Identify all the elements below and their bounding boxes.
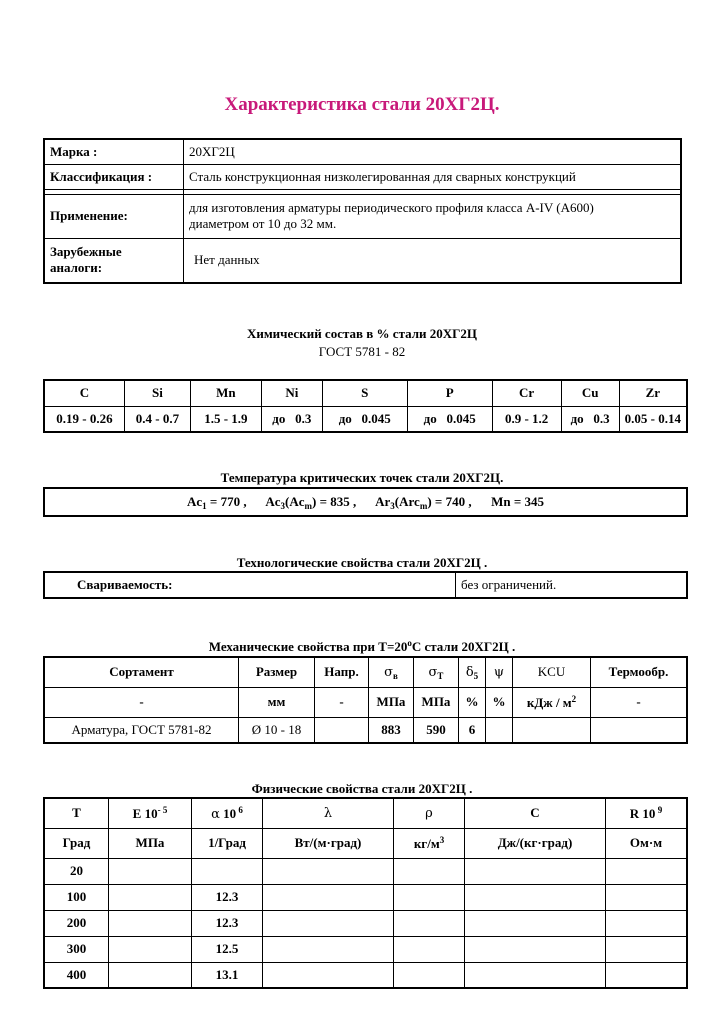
phys-header-rho: ρ (394, 798, 465, 828)
chem-value-cu: до 0.3 (561, 406, 619, 432)
phys-row-alpha: 12.3 (192, 884, 263, 910)
table-row (44, 910, 687, 936)
mech-row-sigma-t: 590 (414, 717, 459, 743)
mech-header-sigma-b: $\sigma_в$ (369, 657, 414, 687)
mech-unit-psi: % (486, 687, 513, 717)
phys-row-lambda (263, 962, 394, 988)
chem-title: Химический состав в % стали 20ХГ2Ц (246, 326, 478, 341)
phys-header-c: C (465, 798, 606, 828)
phys-row-alpha: 13.1 (192, 962, 263, 988)
chem-header-zr: Zr (619, 380, 687, 406)
phys-title: Физические свойства стали 20ХГ2Ц . (251, 781, 473, 796)
phys-row-t: 300 (44, 936, 109, 962)
phys-row-alpha (192, 858, 263, 884)
phys-row-e (109, 936, 192, 962)
mech-unit-size: мм (239, 687, 315, 717)
mech-unit-kcu-text: кДж / м (526, 694, 572, 710)
crit-points (44, 488, 687, 516)
phys-row-e (109, 884, 192, 910)
phys-row-lambda (263, 936, 394, 962)
ac1-value: = 770 , (209, 493, 247, 509)
mech-title-sup: o (407, 638, 412, 648)
mech-row-delta5: 6 (459, 717, 486, 743)
phys-unit-rho: $кг/м^3$ (394, 828, 465, 858)
crit-table (43, 487, 688, 517)
chem-value-p: до 0.045 (407, 406, 492, 432)
phys-unit-r: Ом·м (606, 828, 688, 858)
phys-row-r (606, 858, 688, 884)
phys-row-rho (394, 910, 465, 936)
phys-row-alpha: 12.5 (192, 936, 263, 962)
weldability-value: без ограничений. (456, 572, 688, 598)
phys-unit-t: Град (44, 828, 109, 858)
phys-row-rho (394, 962, 465, 988)
mech-header-sort: Сортамент (44, 657, 239, 687)
chem-header-row (44, 380, 687, 406)
mech-title (0, 638, 724, 655)
mech-unit-dir: - (315, 687, 369, 717)
phys-unit-rho-text: кг/м (413, 835, 440, 851)
phys-units-row (44, 828, 687, 858)
phys-row-c (465, 962, 606, 988)
phys-header-e: E $10^{- 5}$ (109, 798, 192, 828)
ac3-value: = 835 , (319, 493, 357, 509)
crit-title: Температура критических точек стали 20ХГ2Ц. (220, 470, 504, 485)
phys-row-e (109, 910, 192, 936)
mech-unit-sigma-t: МПа (414, 687, 459, 717)
chem-table (43, 379, 688, 433)
table-row (44, 858, 687, 884)
chem-header-cr: Cr (492, 380, 561, 406)
analogs-label-line-2: аналоги: (50, 260, 103, 276)
chem-value-ni: до 0.3 (261, 406, 322, 432)
mech-unit-sigma-b: МПа (369, 687, 414, 717)
analogs-value: Нет данных (184, 238, 682, 283)
mech-header-psi: ψ (486, 657, 513, 687)
mech-units-row (44, 687, 687, 717)
phys-row-c (465, 858, 606, 884)
grade-value: 20ХГ2Ц (184, 139, 682, 164)
phys-header-r: R 10 $^9$ (606, 798, 688, 828)
phys-header-row (44, 798, 687, 828)
phys-row-c (465, 910, 606, 936)
mech-row-dir (315, 717, 369, 743)
mech-unit-sort: - (44, 687, 239, 717)
application-label: Применение: (44, 194, 184, 238)
phys-table (43, 797, 688, 989)
ac3-label: $Ac_3(Ac_m)$ (265, 493, 317, 511)
application-line-2: диаметром от 10 до 32 мм. (189, 216, 337, 231)
classification-value: Сталь конструкционная низколегированная для сварных конструкций (184, 164, 682, 189)
mech-table (43, 656, 688, 744)
chem-value-zr: 0.05 - 0.14 (619, 406, 687, 432)
mech-row-size: Ø 10 - 18 (239, 717, 315, 743)
phys-row-r (606, 962, 688, 988)
table-row (44, 936, 687, 962)
mech-header-delta5: $\delta_5$ (459, 657, 486, 687)
phys-header-t: T (44, 798, 109, 828)
phys-row-e (109, 858, 192, 884)
phys-row-r (606, 884, 688, 910)
mech-unit-heat: - (591, 687, 688, 717)
mech-title-pre: Механические свойства при Т=20 (208, 639, 408, 654)
mech-header-heat: Термообр. (591, 657, 688, 687)
chem-value-c: 0.19 - 0.26 (44, 406, 124, 432)
phys-row-r (606, 910, 688, 936)
chem-header-mn: Mn (190, 380, 261, 406)
analogs-label (44, 238, 184, 283)
phys-row-t: 20 (44, 858, 109, 884)
application-value (184, 194, 682, 238)
phys-unit-alpha: 1/Град (192, 828, 263, 858)
chem-value-mn: 1.5 - 1.9 (190, 406, 261, 432)
mech-unit-delta5: % (459, 687, 486, 717)
chem-value-row (44, 406, 687, 432)
mech-row-heat (591, 717, 688, 743)
phys-row-lambda (263, 884, 394, 910)
mech-row-kcu (513, 717, 591, 743)
mech-row-sort: Арматура, ГОСТ 5781-82 (44, 717, 239, 743)
chem-header-si: Si (124, 380, 190, 406)
mech-header-sigma-t: $\sigma_T$ (414, 657, 459, 687)
phys-row-c (465, 936, 606, 962)
chem-header-cu: Cu (561, 380, 619, 406)
chem-standard: ГОСТ 5781 - 82 (318, 344, 406, 359)
phys-row-rho (394, 858, 465, 884)
phys-row-e (109, 962, 192, 988)
mech-header-dir: Напр. (315, 657, 369, 687)
mech-header-size: Размер (239, 657, 315, 687)
mn-value: Mn = 345 (491, 493, 544, 509)
chem-value-si: 0.4 - 0.7 (124, 406, 190, 432)
chem-header-ni: Ni (261, 380, 322, 406)
phys-header-alpha: α 10 $^6$ (192, 798, 263, 828)
ar3-label: $Ar_3(Arc_m)$ (375, 493, 432, 511)
ac1-label: $Ac_1$ (186, 493, 207, 511)
phys-unit-c: Дж/(кг·град) (465, 828, 606, 858)
classification-label: Классификация : (44, 164, 184, 189)
phys-row-c (465, 884, 606, 910)
mech-header-row (44, 657, 687, 687)
chem-value-s: до 0.045 (322, 406, 407, 432)
phys-row-t: 100 (44, 884, 109, 910)
ar3-value: = 740 , (434, 493, 472, 509)
phys-row-lambda (263, 858, 394, 884)
chem-header-s: S (322, 380, 407, 406)
tech-title: Технологические свойства стали 20ХГ2Ц . (236, 555, 488, 570)
phys-unit-lambda: Вт/(м·град) (263, 828, 394, 858)
tech-table (43, 571, 688, 599)
mech-unit-kcu: кДж / $м^2$ (513, 687, 591, 717)
analogs-label-line-1: Зарубежные (50, 244, 122, 260)
mech-data-row (44, 717, 687, 743)
chem-header-p: P (407, 380, 492, 406)
table-row (44, 962, 687, 988)
grade-label: Марка : (44, 139, 184, 164)
weldability-label: Свариваемость: (44, 572, 456, 598)
mech-header-kcu: KCU (513, 657, 591, 687)
phys-row-lambda (263, 910, 394, 936)
mech-row-psi (486, 717, 513, 743)
mech-row-sigma-b: 883 (369, 717, 414, 743)
phys-row-t: 400 (44, 962, 109, 988)
phys-row-t: 200 (44, 910, 109, 936)
phys-row-alpha: 12.3 (192, 910, 263, 936)
info-table (43, 138, 682, 284)
chem-value-cr: 0.9 - 1.2 (492, 406, 561, 432)
mech-title-post: С стали 20ХГ2Ц . (411, 639, 516, 654)
application-line-1: для изготовления арматуры периодического профиля класса А-IV (А600) (189, 200, 594, 215)
phys-header-lambda: λ (263, 798, 394, 828)
table-row (44, 884, 687, 910)
phys-unit-e: МПа (109, 828, 192, 858)
page-title: Характеристика стали 20ХГ2Ц. (224, 94, 500, 115)
phys-row-rho (394, 936, 465, 962)
chem-header-c: C (44, 380, 124, 406)
phys-row-rho (394, 884, 465, 910)
phys-row-r (606, 936, 688, 962)
